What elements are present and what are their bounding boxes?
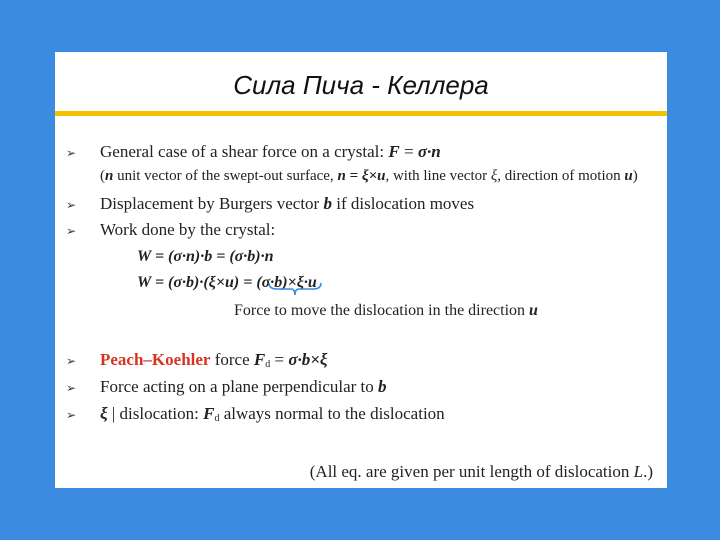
- bullet-arrow-icon: ➢: [66, 408, 77, 422]
- slide: Сила Пича - Келлера ➢ General case of a shear force on a crystal: F = σ·n (n unit vector of the swept-out surface, n = ξ×u, with line vector ξ, direction of motion u) ➢ Displacement by Burgers vector b if dislocation moves ➢ Work done by the crystal: W = (σ·n)·b = (σ·b)·n W = (σ·b)·(ξ×u) = (σ·b)×ξ·u Force to move the dislocation in the direction u ➢ Peach–Koehler force Fd = σ·b×ξ ➢ Force acting on a plane perpendicular to b ➢ ξ | dislocation: Fd always normal to the dislocation (All eq. are given per unit length of dislocation L.): [55, 52, 667, 488]
- bullet-arrow-icon: ➢: [66, 224, 77, 238]
- work-equation-2: W = (σ·b)·(ξ×u) = (σ·b)×ξ·u: [137, 274, 317, 291]
- slide-title: Сила Пича - Келлера: [233, 70, 489, 100]
- bullet-arrow-icon: ➢: [66, 146, 77, 160]
- footnote: (All eq. are given per unit length of dislocation L.): [309, 462, 653, 481]
- bullet-arrow-icon: ➢: [66, 381, 77, 395]
- bullet-arrow-icon: ➢: [66, 354, 77, 368]
- force-direction-note: Force to move the dislocation in the direction u: [234, 302, 538, 319]
- title-rule: [55, 111, 667, 116]
- bullet-arrow-icon: ➢: [66, 198, 77, 212]
- underbrace-icon: [267, 281, 323, 297]
- work-equation-1: W = (σ·n)·b = (σ·b)·n: [137, 248, 274, 265]
